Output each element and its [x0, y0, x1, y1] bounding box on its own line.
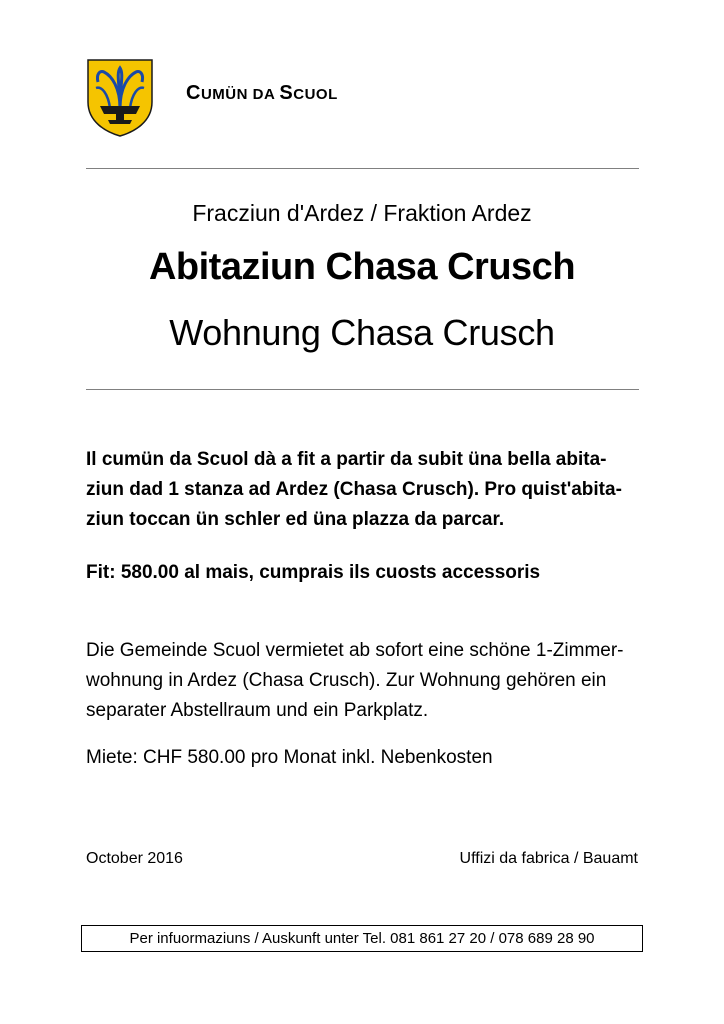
title-divider — [86, 389, 639, 390]
header-divider — [86, 168, 639, 169]
page-title-german: Wohnung Chasa Crusch — [169, 312, 555, 353]
text-line: ziun dad 1 stanza ad Ardez (Chasa Crusch). Pro quist'abita- — [86, 479, 622, 500]
german-description — [86, 636, 646, 726]
issuing-office: Uffizi da fabrica / Bauamt — [459, 850, 638, 867]
german-rent: Miete: CHF 580.00 pro Monat inkl. Nebenkosten — [86, 747, 493, 768]
municipal-coat-of-arms-icon — [86, 58, 154, 138]
municipality-name-part: CUOL — [293, 86, 338, 103]
municipality-name-part: UMÜN DA — [200, 86, 280, 103]
text-line: wohnung in Ardez (Chasa Crusch). Zur Wohnung gehören ein — [86, 670, 607, 691]
issue-date: October 2016 — [86, 850, 183, 867]
municipality-name — [186, 82, 338, 105]
text-line: ziun toccan ün schler ed üna plazza da parcar. — [86, 509, 505, 530]
text-line: separater Abstellraum und ein Parkplatz. — [86, 700, 429, 721]
romansh-rent: Fit: 580.00 al mais, cumprais ils cuosts accessoris — [86, 562, 541, 583]
page-title: Abitaziun Chasa Crusch — [148, 246, 576, 288]
fraction-subtitle: Fracziun d'Ardez / Fraktion Ardez — [192, 200, 532, 226]
municipality-name-part: C — [186, 82, 201, 104]
municipality-name-part: S — [279, 82, 294, 104]
romansh-description — [86, 445, 646, 535]
contact-info: Per infuormaziuns / Auskunft unter Tel. 081 861 27 20 / 078 689 28 90 — [81, 925, 643, 952]
text-line: Il cumün da Scuol dà a fit a partir da subit üna bella abita- — [86, 449, 607, 470]
text-line: Die Gemeinde Scuol vermietet ab sofort eine schöne 1-Zimmer- — [86, 640, 624, 661]
